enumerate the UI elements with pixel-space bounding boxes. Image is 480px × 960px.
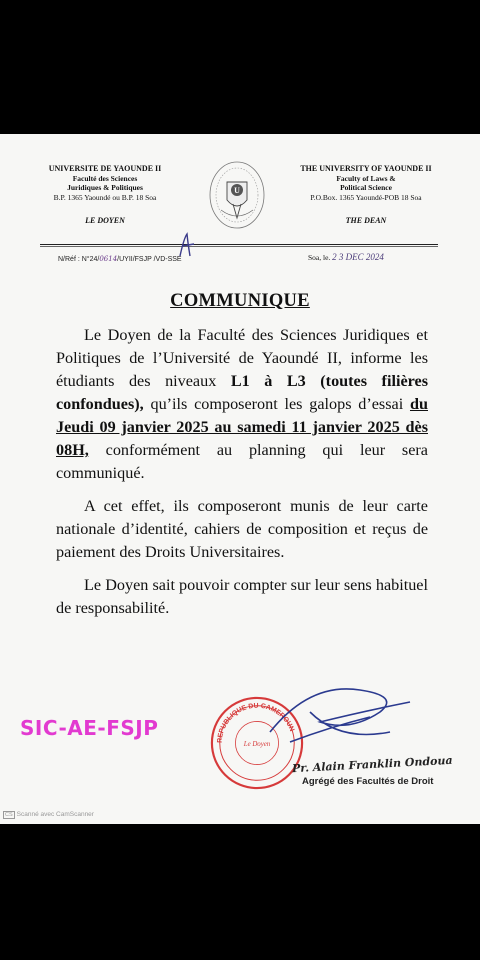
signatory-name: Pr. Alain Franklin Ondoua bbox=[291, 753, 453, 776]
p1-text-a: Le Doyen de la Faculté des Sciences Juridiques et Politiques de l’Université de Yaoundé II, informe les étudiants des niveaux bbox=[56, 326, 428, 390]
document-title: COMMUNIQUE bbox=[170, 291, 310, 311]
header-divider bbox=[40, 244, 438, 245]
stamp-inner-text: Le Doyen bbox=[243, 740, 271, 748]
p1-text-c: conformément au planning qui leur sera communiqué. bbox=[56, 441, 428, 482]
p1-text-b: qu’ils composeront les galops d’essai bbox=[143, 395, 410, 413]
role-en: THE DEAN bbox=[345, 216, 387, 225]
signatory-title: Agrégé des Facultés de Droit bbox=[302, 776, 434, 787]
header-left-french bbox=[30, 164, 180, 226]
university-name-fr: UNIVERSITE DE YAOUNDE II bbox=[48, 164, 162, 173]
document-page bbox=[0, 134, 480, 824]
place-and-date bbox=[308, 252, 384, 262]
university-emblem-icon bbox=[207, 160, 267, 230]
faculty-name-en-1: Faculty of Laws & bbox=[336, 173, 396, 183]
faculty-name-en-2: Political Science bbox=[340, 183, 392, 192]
address-en: P.O.Box. 1365 Yaoundé-POB 18 Soa bbox=[310, 192, 422, 202]
address-fr: B.P. 1365 Yaoundé ou B.P. 18 Soa bbox=[53, 192, 157, 202]
role-fr: LE DOYEN bbox=[85, 216, 125, 225]
header-divider-thin bbox=[40, 246, 438, 247]
scanner-text: Scanné avec CamScanner bbox=[16, 811, 94, 818]
paragraph-3: Le Doyen sait pouvoir compter sur leur sens habituel de responsabilité. bbox=[56, 576, 428, 617]
reference-number bbox=[58, 255, 182, 263]
university-name-en: THE UNIVERSITY OF YAOUNDE II bbox=[300, 164, 432, 173]
paragraph-2: A cet effet, ils composeront munis de leur carte nationale d’identité, cahiers de composition et reçus de paiement des Droits Universitaires. bbox=[56, 497, 428, 561]
reference-suffix: /UYII/FSJP /VD-SSE bbox=[117, 256, 182, 263]
stamp-outer-text: REPUBLIQUE DU CAMEROUN bbox=[216, 702, 296, 744]
reference-prefix: N/Réf : N°24/ bbox=[58, 256, 100, 263]
place: Soa, le. bbox=[308, 253, 331, 262]
communique-body bbox=[56, 324, 428, 630]
handwritten-date: 2 3 DEC 2024 bbox=[332, 252, 384, 262]
svg-text:U: U bbox=[234, 186, 240, 195]
faculty-name-fr-1: Faculté des Sciences bbox=[72, 173, 138, 183]
reference-handwritten-number: 0614 bbox=[99, 255, 118, 263]
scanner-footer bbox=[3, 811, 94, 819]
faculty-name-fr-2: Juridiques & Politiques bbox=[67, 183, 143, 192]
p1-dates: du Jeudi 09 janvier 2025 au samedi 11 janvier 2025 dès 08H, bbox=[56, 395, 428, 459]
p1-levels: L1 à L3 (toutes filières confondues), bbox=[56, 372, 429, 413]
paragraph-1 bbox=[56, 324, 428, 485]
header-right-english bbox=[288, 164, 444, 226]
watermark-label: SIC-AE-FSJP bbox=[20, 716, 159, 740]
signature-scribble-icon bbox=[250, 672, 430, 762]
camscanner-logo-icon: CS bbox=[5, 812, 13, 818]
